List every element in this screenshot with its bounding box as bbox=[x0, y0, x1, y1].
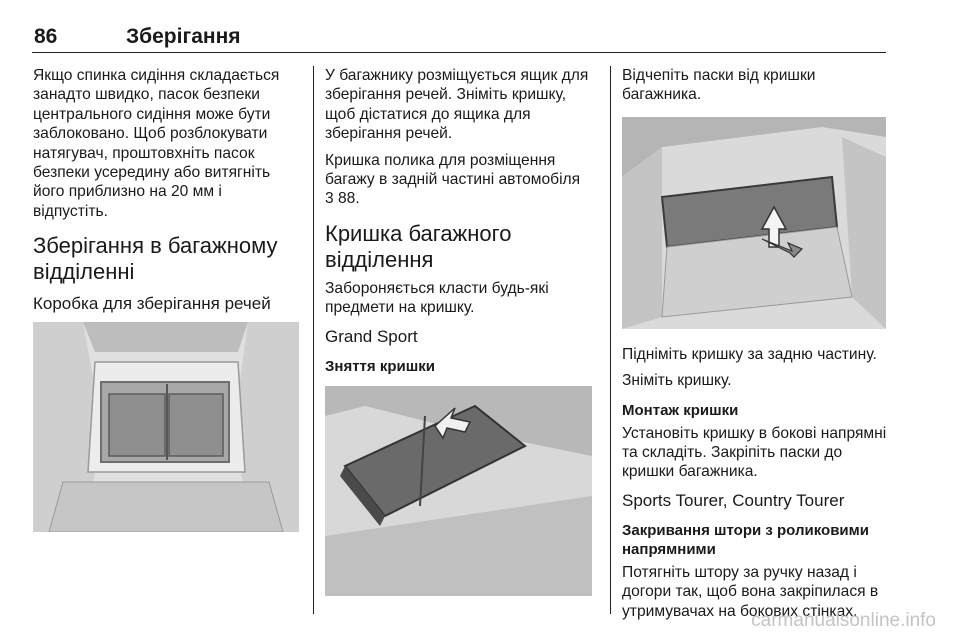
lift-cover-illustration bbox=[622, 117, 886, 329]
paragraph-detach-straps: Відчепіть паски від кришки багажника. bbox=[622, 67, 816, 104]
column-1 bbox=[33, 66, 301, 542]
subheading-sports-tourer: Sports Tourer, Country Tourer bbox=[622, 490, 845, 510]
heading-install-cover: Монтаж кришки bbox=[622, 401, 739, 419]
paragraph-cover-reference bbox=[325, 151, 593, 209]
page-reference-link[interactable]: 3 88. bbox=[325, 190, 360, 208]
section-heading-storage: Зберігання в багажному відділенні bbox=[33, 233, 278, 285]
storage-box-illustration bbox=[33, 322, 299, 532]
column-3 bbox=[622, 66, 897, 628]
paragraph-install-cover: Установіть кришку в бокові напрямні та складіть. Закріпіть паски до кришки багажника. bbox=[622, 424, 887, 481]
subheading-storage-box: Коробка для зберігання речей bbox=[33, 294, 271, 314]
paragraph-lift-cover: Підніміть кришку за задню частину. bbox=[622, 345, 877, 363]
page-title: Зберігання bbox=[126, 25, 241, 48]
page-number: 86 bbox=[34, 25, 58, 48]
paragraph-cover-warning: Забороняється класти будь-які предмети на кришку. bbox=[325, 279, 549, 317]
watermark-text: carmanualsonline.info bbox=[751, 610, 936, 631]
heading-remove-cover: Зняття кришки bbox=[325, 357, 435, 375]
paragraph-roller-blind: Потягніть штору за ручку назад і догори так, щоб вона закріпилася в утримувачах на бокових стінках. bbox=[622, 563, 879, 620]
column-2 bbox=[325, 66, 593, 606]
column-divider-2 bbox=[610, 66, 611, 614]
subheading-grand-sport: Grand Sport bbox=[325, 326, 418, 346]
column-divider-1 bbox=[313, 66, 314, 614]
paragraph-storage-box: У багажнику розміщується ящик для зберігання речей. Зніміть кришку, щоб дістатися до ящика для зберігання речей. bbox=[325, 67, 589, 143]
page-header bbox=[32, 22, 886, 53]
section-heading-luggage-cover: Кришка багажного відділення bbox=[325, 220, 512, 272]
paragraph-remove-cover: Зніміть кришку. bbox=[622, 372, 732, 390]
remove-cover-illustration bbox=[325, 386, 592, 596]
heading-roller-blind: Закривання штори з роликовими напрямними bbox=[622, 521, 869, 558]
paragraph-cover-text: Кришка полика для розміщення багажу в задній частині автомобіля bbox=[325, 151, 581, 189]
intro-paragraph: Якщо спинка сидіння складається занадто швидко, пасок безпеки центрального сидіння може бути заблоковано. Щоб розблокувати натягувач, проштовхніть пасок безпеки усередину або витягніть його приблизно на 20 мм і відпустіть. bbox=[33, 67, 280, 220]
